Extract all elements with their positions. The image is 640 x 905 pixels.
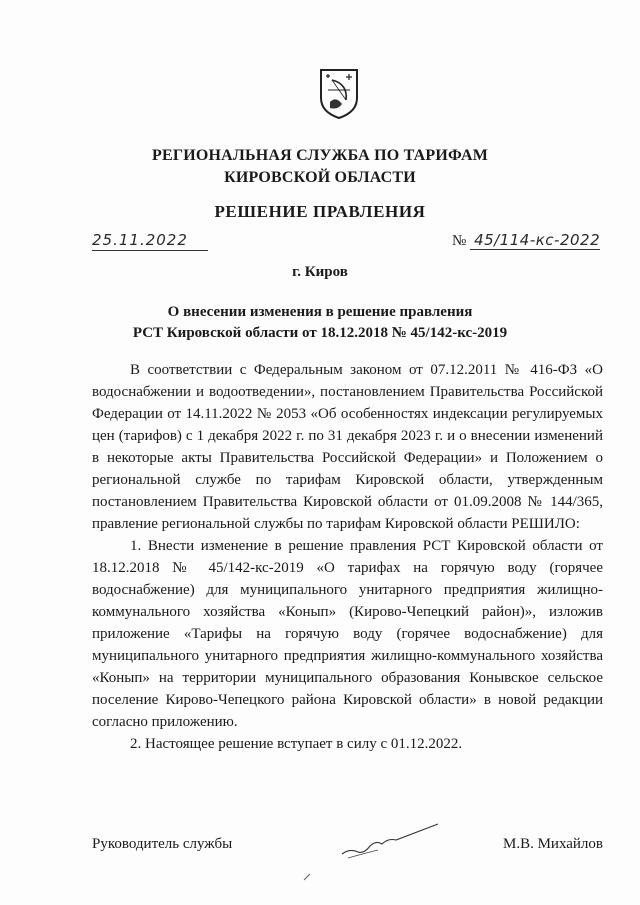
item-2-paragraph: 2. Настоящее решение вступает в силу с 01.12.2022. <box>130 736 463 752</box>
organization-name-line2: КИРОВСКОЙ ОБЛАСТИ <box>224 169 416 186</box>
preamble-paragraph: В соответствии с Федеральным законом от 07.12.2011 № 416-ФЗ «О водоснабжении и водоотведении», постановлением Правительства Российской Федерации от 14.11.2022 № 2053 «Об особенностях индексации регулируемых цен (тарифов) с 1 декабря 2022 г. по 31 декабря 2023 г. и о внесении изменений в некоторые акты Правительства Российской Федерации» и Положением о региональной службе по тарифам Кировской области, утвержденным постановлением Правительства Кировской области от 01.09.2008 № 144/365, правление региональной службы по тарифам Кировской области РЕШИЛО: <box>92 362 603 532</box>
document-body <box>92 359 603 755</box>
document-number <box>452 230 604 250</box>
coat-of-arms-icon <box>318 66 360 120</box>
subject-line1: О внесении изменения в решение правления <box>167 304 473 320</box>
document-subject <box>0 302 640 344</box>
organization-name <box>0 145 640 189</box>
document-date: 25.11.2022 <box>92 230 208 251</box>
number-sign: № <box>452 233 467 249</box>
signer-name: М.В. Михайлов <box>502 836 603 852</box>
signer-role: Руководитель службы <box>92 836 233 852</box>
document-type: РЕШЕНИЕ ПРАВЛЕНИЯ <box>214 202 426 221</box>
organization-name-line1: РЕГИОНАЛЬНАЯ СЛУЖБА ПО ТАРИФАМ <box>151 147 489 164</box>
city: г. Киров <box>292 264 348 280</box>
item-1-paragraph: 1. Внести изменение в решение правления РСТ Кировской области от 18.12.2018 № 45/142-кс-2019 «О тарифах на горячую воду (горячее водоснабжение) для муниципального унитарного предприятия жилищно-коммунального хозяйства «Конып» (Кирово-Чепецкий район)», изложив приложение «Тарифы на горячую воду (горячее водоснабжение) для муниципального унитарного предприятия жилищно-коммунального хозяйства «Конып» на территории муниципального образования Конывское сельское поселение Кирово-Чепецкого района Кировской области» в новой редакции согласно приложению. <box>92 538 603 730</box>
subject-line2: РСТ Кировской области от 18.12.2018 № 45/142-кс-2019 <box>132 325 508 341</box>
number-value: 45/114-кс-2022 <box>470 231 600 250</box>
signature-block <box>92 833 603 855</box>
